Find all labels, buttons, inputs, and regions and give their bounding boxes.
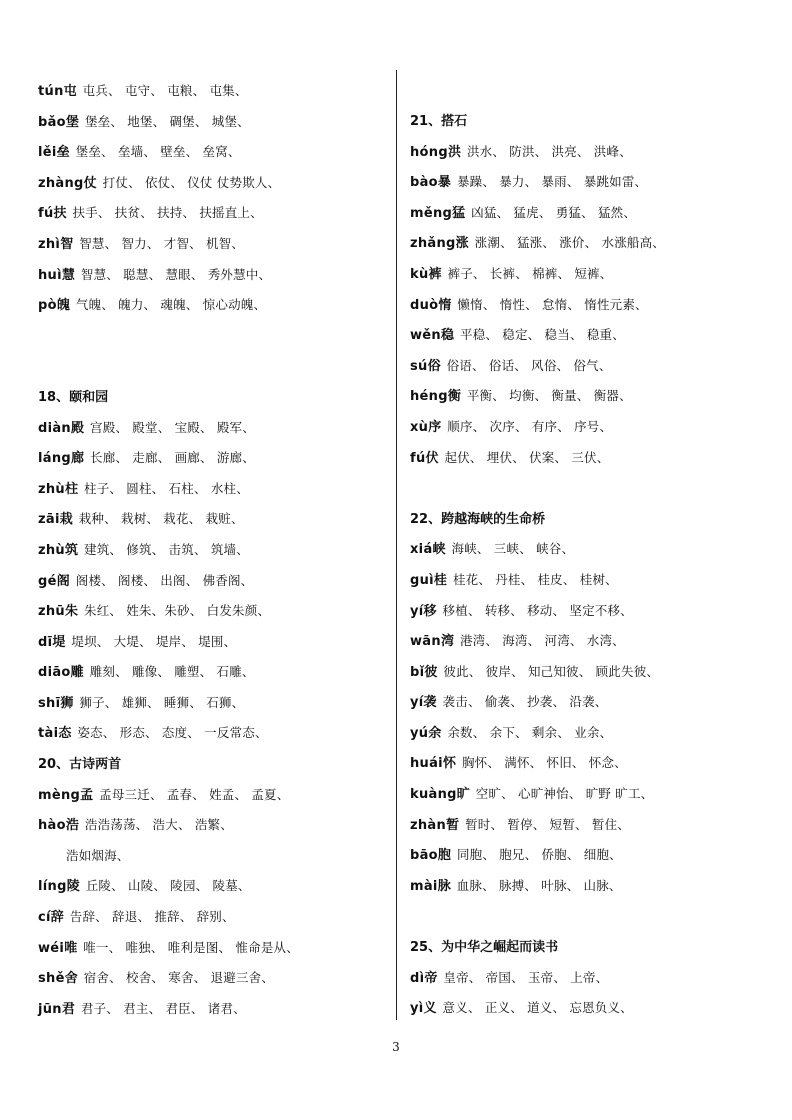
word-list: 暴躁、 暴力、 暴雨、 暴跳如雷、 bbox=[456, 174, 648, 190]
character: 桂 bbox=[433, 572, 447, 588]
word-list: 意义、 正义、 道义、 忘恩负义、 bbox=[442, 1000, 633, 1016]
character: 脉 bbox=[437, 878, 451, 894]
character: 洪 bbox=[447, 144, 461, 160]
vocab-entry bbox=[410, 626, 780, 657]
character: 帝 bbox=[424, 970, 438, 986]
character: 唯 bbox=[64, 940, 78, 956]
pinyin: dì bbox=[410, 970, 425, 986]
vocab-entry bbox=[410, 657, 780, 688]
word-list: 栽种、 栽树、 栽花、 栽赃、 bbox=[78, 511, 244, 527]
character: 雕 bbox=[70, 665, 84, 681]
character: 仗 bbox=[83, 175, 97, 191]
word-list: 彼此、 彼岸、 知己知彼、 顾此失彼、 bbox=[443, 663, 660, 679]
pinyin: mèng bbox=[38, 787, 81, 803]
character: 峡 bbox=[432, 542, 446, 558]
word-list: 同胞、 胞兄、 侨胞、 细胞、 bbox=[456, 847, 622, 863]
vocab-entry bbox=[38, 994, 388, 1025]
character: 暴 bbox=[437, 175, 451, 191]
character: 君 bbox=[61, 1001, 75, 1017]
character: 栽 bbox=[59, 512, 73, 528]
pinyin: zhù bbox=[38, 481, 65, 497]
word-list: 屯兵、 屯守、 屯粮、 屯集、 bbox=[82, 83, 248, 98]
character: 余 bbox=[428, 725, 442, 741]
character: 裤 bbox=[428, 266, 442, 282]
pinyin: bào bbox=[410, 175, 438, 191]
character: 湾 bbox=[440, 634, 454, 650]
word-list: 浩如烟海、 bbox=[66, 847, 130, 863]
pinyin: cí bbox=[38, 910, 51, 926]
character: 移 bbox=[423, 603, 437, 619]
vocab-entry bbox=[38, 657, 388, 688]
vocab-entry bbox=[38, 718, 388, 749]
character: 廊 bbox=[71, 451, 85, 467]
vocab-entry bbox=[38, 198, 388, 229]
character: 舍 bbox=[64, 971, 78, 987]
vocab-entry bbox=[410, 963, 780, 994]
vocab-entry bbox=[38, 107, 388, 138]
word-list: 港湾、 海湾、 河湾、 水湾、 bbox=[459, 633, 625, 649]
lesson-heading-text: 21、搭石 bbox=[410, 114, 468, 129]
word-list: 姿态、 形态、 态度、 一反常态、 bbox=[77, 725, 268, 741]
pinyin: huì bbox=[38, 267, 62, 283]
word-list: 唯一、 唯独、 唯利是图、 惟命是从、 bbox=[83, 939, 299, 955]
character: 扶 bbox=[53, 206, 67, 222]
word-list: 雕刻、 雕像、 雕塑、 石雕、 bbox=[89, 664, 255, 680]
pinyin: xiá bbox=[410, 542, 433, 558]
vocab-entry bbox=[410, 290, 780, 321]
word-list: 打仗、 依仗、 仪仗 仗势欺人、 bbox=[102, 174, 281, 190]
vocab-entry bbox=[410, 840, 780, 871]
vocab-entry bbox=[410, 718, 780, 749]
vocab-entry bbox=[410, 748, 780, 779]
character: 辞 bbox=[50, 910, 64, 926]
vocab-entry bbox=[410, 259, 780, 290]
pinyin: duò bbox=[410, 297, 439, 313]
pinyin: hóng bbox=[410, 144, 448, 160]
word-list: 堡垒、 垒墙、 壁垒、 垒窝、 bbox=[75, 144, 241, 160]
lesson-heading-text: 20、古诗两首 bbox=[38, 757, 122, 773]
word-list: 气魄、 魄力、 魂魄、 惊心动魄、 bbox=[75, 297, 267, 313]
blank-line bbox=[38, 351, 388, 382]
vocab-entry bbox=[38, 780, 388, 811]
pinyin: zhì bbox=[38, 236, 61, 252]
left-column bbox=[38, 76, 388, 1024]
character: 伏 bbox=[425, 450, 439, 466]
word-list: 智慧、 聪慧、 慧眼、 秀外慧中、 bbox=[80, 266, 272, 282]
vocab-entry bbox=[410, 228, 780, 259]
pinyin: jūn bbox=[38, 1001, 62, 1017]
pinyin: wéi bbox=[38, 940, 65, 956]
word-list: 暂时、 暂停、 短暂、 暂住、 bbox=[465, 816, 630, 832]
pinyin: tún bbox=[38, 84, 64, 99]
character: 衡 bbox=[447, 389, 461, 405]
character: 俗 bbox=[427, 358, 441, 374]
vocab-entry bbox=[38, 137, 388, 168]
word-list: 起伏、 埋伏、 伏案、 三伏、 bbox=[444, 449, 610, 465]
character: 义 bbox=[423, 1001, 437, 1017]
vocab-entry bbox=[410, 381, 780, 412]
pinyin: yú bbox=[410, 725, 429, 741]
page-number: 3 bbox=[392, 1040, 400, 1054]
blank-line bbox=[410, 901, 780, 932]
lesson-heading bbox=[410, 932, 780, 963]
word-list: 移植、 转移、 移动、 坚定不移、 bbox=[442, 602, 633, 618]
word-list: 宫殿、 殿堂、 宝殿、 殿军、 bbox=[90, 419, 255, 435]
character: 陵 bbox=[66, 879, 80, 895]
word-list: 空旷、 心旷神怡、 旷野 旷工、 bbox=[475, 786, 654, 802]
vocab-entry bbox=[410, 993, 780, 1024]
pinyin: líng bbox=[38, 879, 67, 895]
word-list: 告辞、 辞退、 推辞、 辞别、 bbox=[69, 909, 235, 925]
character: 柱 bbox=[64, 481, 78, 497]
pinyin: zhù bbox=[38, 542, 65, 558]
character: 慧 bbox=[61, 267, 75, 283]
vocab-entry bbox=[38, 168, 388, 199]
character: 阁 bbox=[56, 573, 70, 589]
pinyin: gé bbox=[38, 573, 57, 589]
character: 旷 bbox=[456, 787, 470, 803]
pinyin: měng bbox=[410, 205, 453, 221]
pinyin: diàn bbox=[38, 420, 71, 436]
word-list: 狮子、 雄狮、 睡狮、 石狮、 bbox=[79, 694, 245, 710]
pinyin: diāo bbox=[38, 665, 71, 681]
vocab-entry bbox=[410, 412, 780, 443]
word-list: 俗语、 俗话、 风俗、 俗气、 bbox=[446, 357, 612, 373]
pinyin: wān bbox=[410, 634, 441, 650]
pinyin: bāo bbox=[410, 848, 438, 864]
word-list: 海峡、 三峡、 峡谷、 bbox=[451, 541, 575, 557]
word-list: 孟母三迁、 孟春、 姓孟、 孟夏、 bbox=[99, 786, 290, 802]
word-list: 涨潮、 猛涨、 涨价、 水涨船高、 bbox=[474, 235, 665, 251]
character: 浩 bbox=[65, 818, 79, 834]
character: 袭 bbox=[423, 695, 437, 711]
pinyin: kù bbox=[410, 266, 429, 282]
pinyin: bǐ bbox=[410, 664, 425, 680]
lesson-heading-text: 25、为中华之崛起而读书 bbox=[410, 940, 559, 956]
word-list: 平稳、 稳定、 稳当、 稳重、 bbox=[460, 327, 625, 343]
vocab-entry bbox=[38, 260, 388, 291]
vocab-entry bbox=[38, 902, 388, 933]
vocab-entry bbox=[410, 565, 780, 596]
character: 序 bbox=[428, 419, 442, 435]
vocab-entry bbox=[410, 137, 780, 168]
vocab-entry bbox=[38, 963, 388, 994]
right-column bbox=[410, 106, 780, 1024]
vocab-entry bbox=[38, 535, 388, 566]
character: 堤 bbox=[52, 634, 66, 650]
word-list: 桂花、 丹桂、 桂皮、 桂树、 bbox=[452, 571, 618, 587]
character: 殿 bbox=[71, 420, 85, 436]
word-list: 堡垒、 地堡、 碉堡、 城堡、 bbox=[84, 113, 250, 129]
character: 屯 bbox=[63, 84, 77, 99]
pinyin: bǎo bbox=[38, 114, 66, 130]
character: 惰 bbox=[438, 297, 452, 313]
word-list: 血脉、 脉搏、 叶脉、 山脉、 bbox=[456, 877, 622, 893]
vocab-entry bbox=[38, 290, 388, 321]
character: 怀 bbox=[442, 756, 456, 772]
character: 态 bbox=[58, 726, 72, 742]
vocab-entry bbox=[410, 167, 780, 198]
character: 狮 bbox=[60, 695, 74, 711]
pinyin: wěn bbox=[410, 328, 441, 344]
vocab-entry bbox=[38, 596, 388, 627]
word-list: 余数、 余下、 剩余、 业余、 bbox=[447, 724, 613, 740]
character: 孟 bbox=[80, 787, 94, 803]
vocab-entry bbox=[38, 504, 388, 535]
pinyin: dī bbox=[38, 634, 53, 650]
vocab-entry bbox=[410, 534, 780, 565]
pinyin: héng bbox=[410, 389, 448, 405]
lesson-heading bbox=[410, 106, 780, 137]
word-list-continuation bbox=[38, 841, 388, 872]
character: 筑 bbox=[64, 542, 78, 558]
word-list: 智慧、 智力、 才智、 机智、 bbox=[79, 235, 245, 251]
character: 暂 bbox=[446, 817, 460, 833]
character: 魄 bbox=[56, 298, 70, 314]
pinyin: tài bbox=[38, 726, 59, 742]
pinyin: shě bbox=[38, 971, 65, 987]
lesson-heading-text: 18、颐和园 bbox=[38, 389, 109, 405]
pinyin: yí bbox=[410, 695, 424, 711]
lesson-heading bbox=[410, 504, 780, 535]
word-list: 堤坝、 大堤、 堤岸、 堤围、 bbox=[71, 633, 237, 649]
vocab-entry bbox=[38, 933, 388, 964]
pinyin: zhàng bbox=[38, 175, 84, 191]
word-list: 阁楼、 阁楼、 出阁、 佛香阁、 bbox=[75, 572, 254, 588]
vocab-entry bbox=[38, 871, 388, 902]
vocab-entry bbox=[38, 229, 388, 260]
pinyin: hào bbox=[38, 818, 66, 834]
character: 垒 bbox=[56, 145, 70, 161]
lesson-heading-text: 22、跨越海峡的生命桥 bbox=[410, 511, 546, 527]
blank-line bbox=[410, 473, 780, 504]
vocab-entry bbox=[410, 810, 780, 841]
word-list: 袭击、 偷袭、 抄袭、 沿袭、 bbox=[442, 694, 608, 710]
pinyin: zhǎng bbox=[410, 236, 456, 252]
vocab-entry bbox=[410, 687, 780, 718]
vocab-entry bbox=[410, 198, 780, 229]
pinyin: pò bbox=[38, 298, 57, 314]
lesson-heading bbox=[38, 749, 388, 780]
vocab-entry bbox=[410, 596, 780, 627]
word-list: 平衡、 均衡、 衡量、 衡器、 bbox=[466, 388, 632, 404]
pinyin: lěi bbox=[38, 145, 57, 161]
word-list: 胸怀、 满怀、 怀旧、 怀念、 bbox=[461, 755, 627, 771]
character: 涨 bbox=[455, 236, 469, 252]
word-list: 丘陵、 山陵、 陵园、 陵墓、 bbox=[85, 878, 251, 894]
vocab-entry bbox=[410, 871, 780, 902]
word-list: 懒惰、 惰性、 怠惰、 惰性元素、 bbox=[457, 296, 648, 312]
character: 稳 bbox=[440, 328, 454, 344]
word-list: 顺序、 次序、 有序、 序号、 bbox=[447, 418, 613, 434]
pinyin: xù bbox=[410, 419, 429, 435]
pinyin: yì bbox=[410, 1001, 424, 1017]
pinyin: sú bbox=[410, 358, 428, 374]
vocab-entry bbox=[410, 320, 780, 351]
blank-line bbox=[38, 321, 388, 352]
pinyin: shī bbox=[38, 695, 61, 711]
character: 朱 bbox=[64, 604, 78, 620]
word-list: 长廊、 走廊、 画廊、 游廊、 bbox=[90, 450, 255, 466]
vocab-entry bbox=[38, 76, 388, 107]
vocab-entry bbox=[38, 810, 388, 841]
pinyin: zhàn bbox=[410, 817, 447, 833]
pinyin: mài bbox=[410, 878, 438, 894]
vocab-entry bbox=[38, 474, 388, 505]
pinyin: zhū bbox=[38, 604, 65, 620]
vocab-entry bbox=[410, 443, 780, 474]
word-list: 君子、 君主、 君臣、 诸君、 bbox=[80, 1000, 246, 1016]
word-list: 宿舍、 校舍、 寒舍、 退避三舍、 bbox=[83, 970, 275, 986]
column-divider bbox=[396, 70, 397, 1020]
pinyin: huái bbox=[410, 756, 443, 772]
pinyin: yí bbox=[410, 603, 424, 619]
vocab-entry bbox=[38, 413, 388, 444]
pinyin: zāi bbox=[38, 512, 60, 528]
lesson-heading bbox=[38, 382, 388, 413]
pinyin: kuàng bbox=[410, 787, 457, 803]
vocab-entry bbox=[38, 443, 388, 474]
word-list: 洪水、 防洪、 洪亮、 洪峰、 bbox=[466, 143, 632, 159]
word-list: 柱子、 圆柱、 石柱、 水柱、 bbox=[84, 480, 249, 496]
pinyin: fú bbox=[38, 206, 54, 222]
word-list: 浩浩荡荡、 浩大、 浩繁、 bbox=[84, 817, 233, 833]
word-list: 凶猛、 猛虎、 勇猛、 猛然、 bbox=[471, 204, 637, 220]
word-list: 皇帝、 帝国、 玉帝、 上帝、 bbox=[443, 969, 609, 985]
character: 智 bbox=[60, 236, 74, 252]
character: 猛 bbox=[452, 205, 466, 221]
character: 堡 bbox=[65, 114, 79, 130]
vocab-entry bbox=[38, 627, 388, 658]
pinyin: guì bbox=[410, 572, 434, 588]
vocab-entry bbox=[410, 351, 780, 382]
pinyin: fú bbox=[410, 450, 426, 466]
character: 彼 bbox=[424, 664, 438, 680]
vocab-entry bbox=[410, 779, 780, 810]
character: 胞 bbox=[437, 848, 451, 864]
vocab-entry bbox=[38, 688, 388, 719]
word-list: 朱红、 姓朱、朱砂、 白发朱颜、 bbox=[84, 603, 271, 619]
pinyin: láng bbox=[38, 451, 71, 467]
vocab-entry bbox=[38, 566, 388, 597]
word-list: 扶手、 扶贫、 扶持、 扶摇直上、 bbox=[72, 205, 263, 221]
word-list: 建筑、 修筑、 击筑、 筑墙、 bbox=[84, 541, 249, 557]
word-list: 裤子、 长裤、 棉裤、 短裤、 bbox=[447, 265, 613, 281]
